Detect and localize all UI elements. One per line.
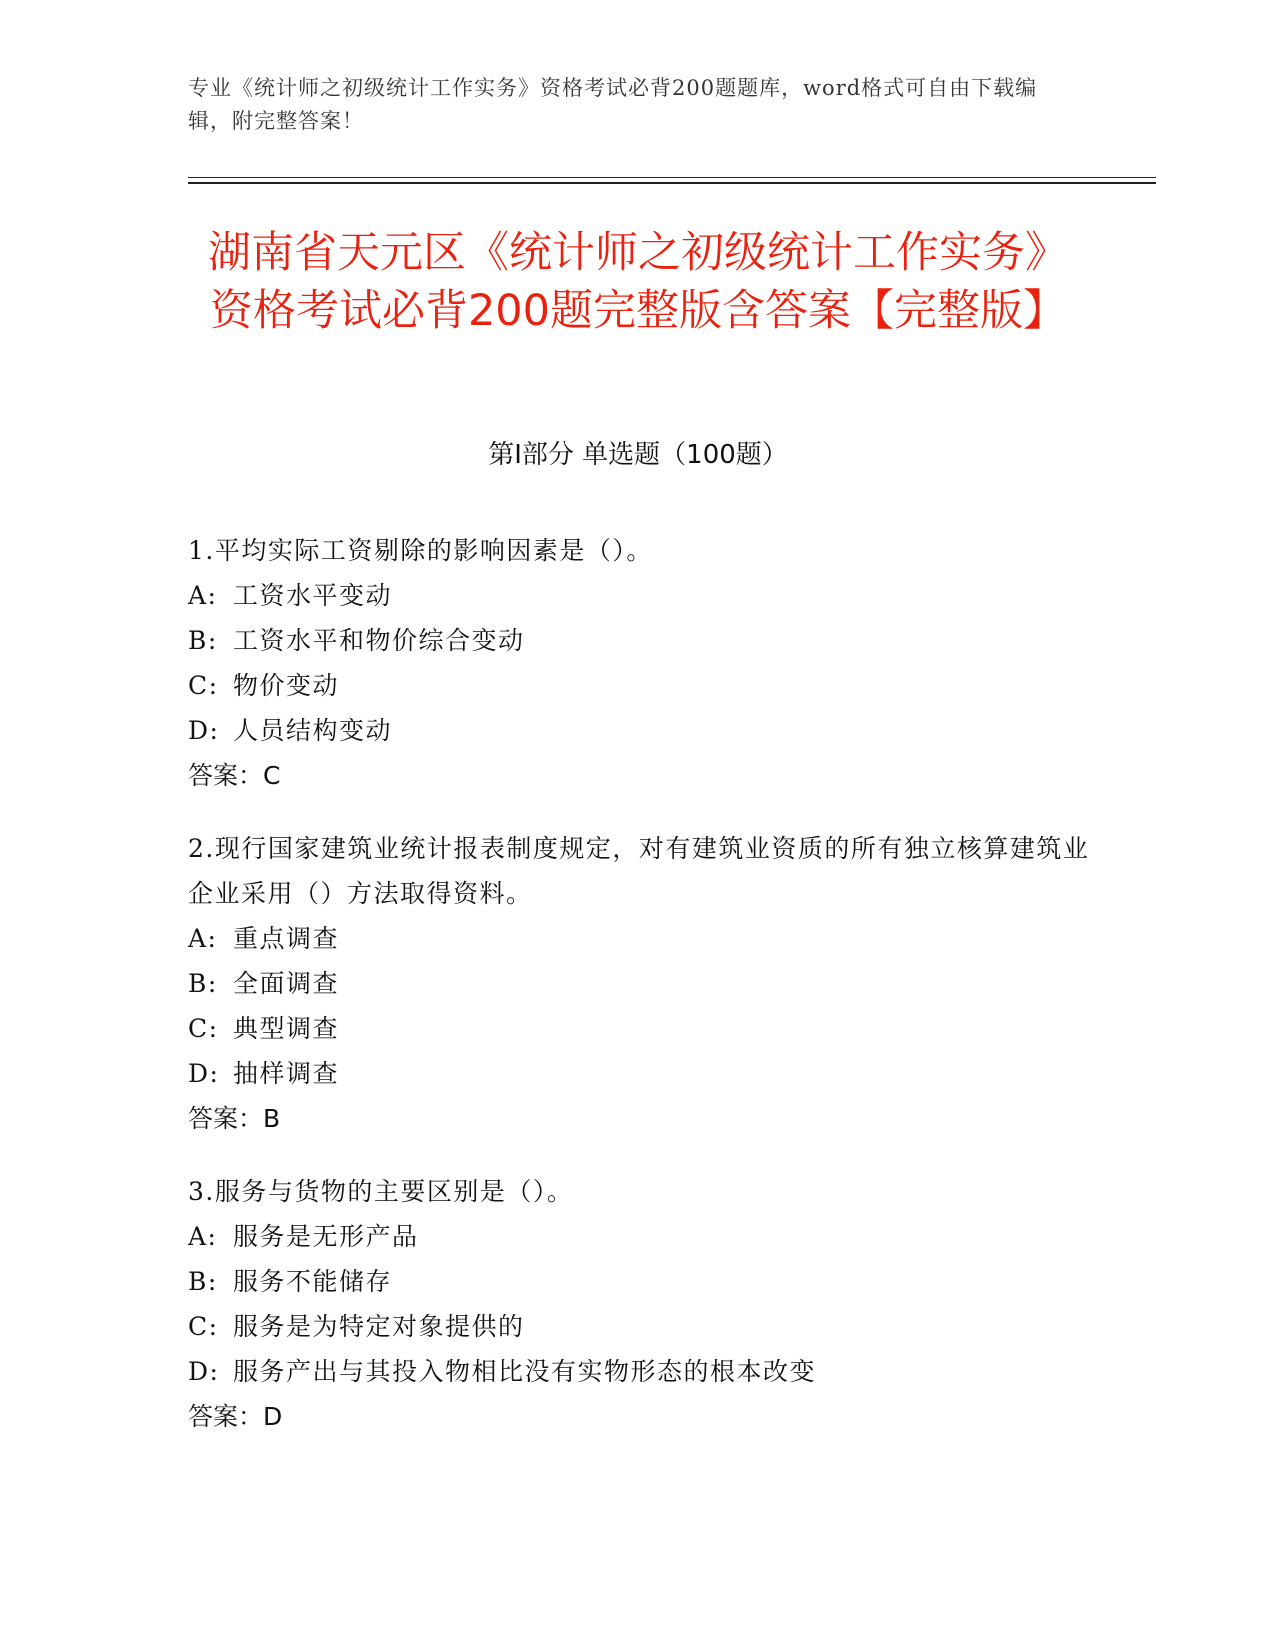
- option-label: B:: [188, 626, 218, 655]
- answer-value: B: [263, 1104, 281, 1133]
- option-label: A:: [188, 581, 218, 610]
- option-label: A:: [188, 1222, 218, 1251]
- option-text: 人员结构变动: [233, 716, 393, 745]
- option-text: 服务不能储存: [233, 1267, 393, 1296]
- option-b: [188, 1259, 1108, 1304]
- option-c: [188, 1006, 1108, 1051]
- option-text: 重点调查: [233, 924, 340, 953]
- option-text: 全面调查: [233, 969, 340, 998]
- answer-line: [188, 1096, 1108, 1141]
- option-label: C:: [188, 1312, 219, 1341]
- option-a: [188, 1214, 1108, 1259]
- answer-value: C: [263, 761, 281, 790]
- option-label: C:: [188, 1014, 219, 1043]
- question-stem: 3.服务与货物的主要区别是（）。: [188, 1177, 574, 1206]
- option-c: [188, 1304, 1108, 1349]
- option-label: D:: [188, 716, 220, 745]
- option-text: 工资水平和物价综合变动: [233, 626, 525, 655]
- answer-value: D: [263, 1402, 283, 1431]
- option-b: [188, 618, 1108, 663]
- option-text: 工资水平变动: [233, 581, 393, 610]
- option-a: [188, 916, 1108, 961]
- answer-prefix: 答案：: [188, 1104, 264, 1133]
- header-divider-thin: [188, 177, 1156, 178]
- section-heading: 第I部分 单选题（100题）: [488, 440, 788, 470]
- header-divider-thick: [188, 182, 1156, 184]
- answer-line: [188, 753, 1108, 798]
- question-item: [188, 826, 1108, 1141]
- option-label: D:: [188, 1357, 220, 1386]
- question-item: [188, 1169, 1108, 1439]
- option-d: [188, 1051, 1108, 1096]
- option-d: [188, 1349, 1108, 1394]
- option-d: [188, 708, 1108, 753]
- option-label: B:: [188, 1267, 218, 1296]
- option-text: 服务是为特定对象提供的: [233, 1312, 525, 1341]
- option-b: [188, 961, 1108, 1006]
- question-list: [188, 528, 1108, 1467]
- option-text: 抽样调查: [233, 1059, 340, 1088]
- question-item: [188, 528, 1108, 798]
- option-a: [188, 573, 1108, 618]
- option-text: 典型调查: [233, 1014, 340, 1043]
- question-stem: 1.平均实际工资剔除的影响因素是（）。: [188, 536, 653, 565]
- answer-prefix: 答案：: [188, 1402, 264, 1431]
- option-label: B:: [188, 969, 218, 998]
- option-text: 服务是无形产品: [233, 1222, 419, 1251]
- question-stem: 2.现行国家建筑业统计报表制度规定，对有建筑业资质的所有独立核算建筑业企业采用（）方法取得资料。: [188, 834, 1090, 908]
- option-text: 服务产出与其投入物相比没有实物形态的根本改变: [233, 1357, 817, 1386]
- option-label: A:: [188, 924, 218, 953]
- option-text: 物价变动: [233, 671, 340, 700]
- document-title: 湖南省天元区《统计师之初级统计工作实务》资格考试必背200题完整版含答案【完整版】: [208, 228, 1068, 336]
- option-label: D:: [188, 1059, 220, 1088]
- answer-line: [188, 1394, 1108, 1439]
- answer-prefix: 答案：: [188, 761, 264, 790]
- header-note: 专业《统计师之初级统计工作实务》资格考试必背200题题库，word格式可自由下载编辑，附完整答案！: [188, 76, 1038, 133]
- option-c: [188, 663, 1108, 708]
- option-label: C:: [188, 671, 219, 700]
